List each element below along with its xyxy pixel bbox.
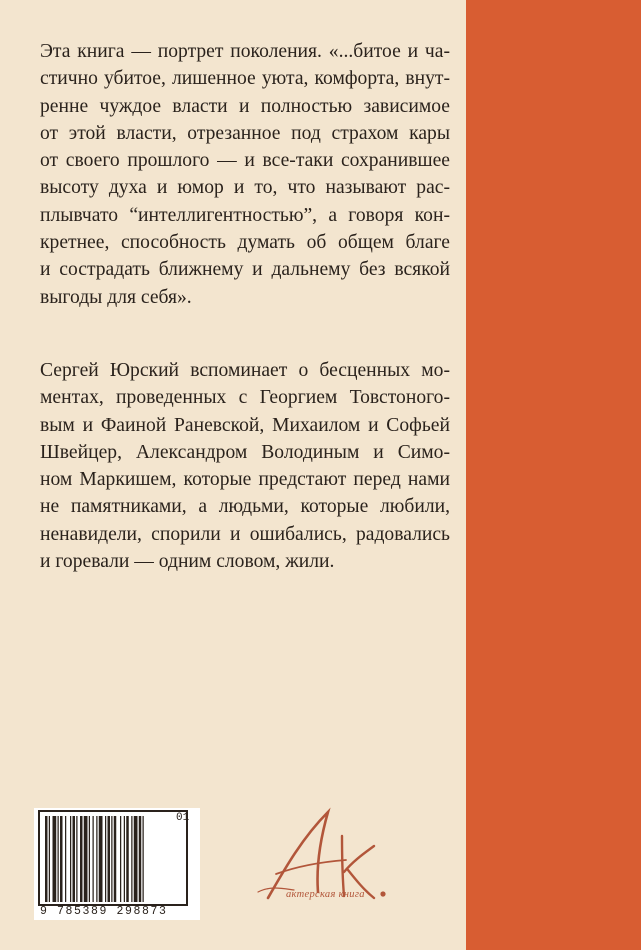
barcode-bar <box>108 816 111 902</box>
barcode-bar <box>134 816 138 902</box>
text-line: ном Маркишем, которые предстают перед нами <box>40 469 450 491</box>
logo-letter-a <box>268 812 328 898</box>
barcode-bar <box>114 816 117 902</box>
barcode-bar <box>111 816 112 902</box>
barcode-bar <box>131 816 132 902</box>
barcode-bar <box>49 816 50 902</box>
barcode-digits: 9 785389 298873 <box>40 905 168 918</box>
barcode-bar <box>143 816 144 902</box>
annotation-text <box>40 38 450 575</box>
barcode-bar <box>60 816 63 902</box>
text-line: Швейцер, Александром Володиным и Симо- <box>40 441 450 463</box>
text-line: высоту духа и юмор и то, что называют рас- <box>40 177 450 199</box>
paragraph-1 <box>40 38 450 311</box>
barcode-bar <box>80 816 83 902</box>
barcode-bars <box>44 816 182 902</box>
orange-band <box>466 0 641 950</box>
text-line: стично убитое, лишенное уюта, комфорта, внут- <box>40 68 450 90</box>
text-line: плывчато “интеллигентностью”, а говоря кон- <box>40 204 450 226</box>
text-line: Сергей Юрский вспоминает о бесценных мо- <box>40 359 450 381</box>
logo-caption: актерская книга <box>286 889 365 900</box>
text-line: ненавидели, спорили и ошибались, радовались <box>40 523 450 545</box>
barcode-bar <box>76 816 77 902</box>
barcode-bar <box>65 816 66 902</box>
text-line: ментах, проведенных с Георгием Товстоного- <box>40 387 450 409</box>
text-line: и сострадать ближнему и дальнему без всякой <box>40 259 450 281</box>
text-line: ренне чуждое власти и полностью зависимое <box>40 95 450 117</box>
barcode-bar <box>58 816 59 902</box>
paragraph-2 <box>40 357 450 575</box>
text-line: от своего прошлого — и все-таки сохранившее <box>40 150 450 172</box>
text-line: от этой власти, отрезанное под страхом кары <box>40 122 450 144</box>
text-line: не памятниками, а людьми, которые любили, <box>40 496 450 518</box>
barcode-bar <box>120 816 121 902</box>
text-line: вым и Фаиной Раневской, Михаилом и Софьей <box>40 414 450 436</box>
barcode-bar <box>93 816 94 902</box>
text-line: кретнее, способность думать об общем благе <box>40 232 450 254</box>
barcode-bar <box>99 816 103 902</box>
barcode-bar <box>124 816 125 902</box>
text-line: Эта книга — портрет поколения. «...битое и ча- <box>40 41 450 62</box>
barcode-bar <box>45 816 48 902</box>
barcode-bar <box>73 816 76 902</box>
barcode-bar <box>70 816 71 902</box>
barcode-bar <box>53 816 57 902</box>
logo-dot <box>380 891 385 896</box>
text-line: и горевали — одним словом, жили. <box>40 551 335 573</box>
barcode-bar <box>126 816 129 902</box>
barcode-bar <box>96 816 97 902</box>
barcode-bar <box>89 816 90 902</box>
barcode-addon: 01 <box>176 812 190 824</box>
barcode-bar <box>139 816 142 902</box>
text-line: выгоды для себя». <box>40 286 192 308</box>
barcode-bar <box>84 816 88 902</box>
barcode-bar <box>105 816 106 902</box>
